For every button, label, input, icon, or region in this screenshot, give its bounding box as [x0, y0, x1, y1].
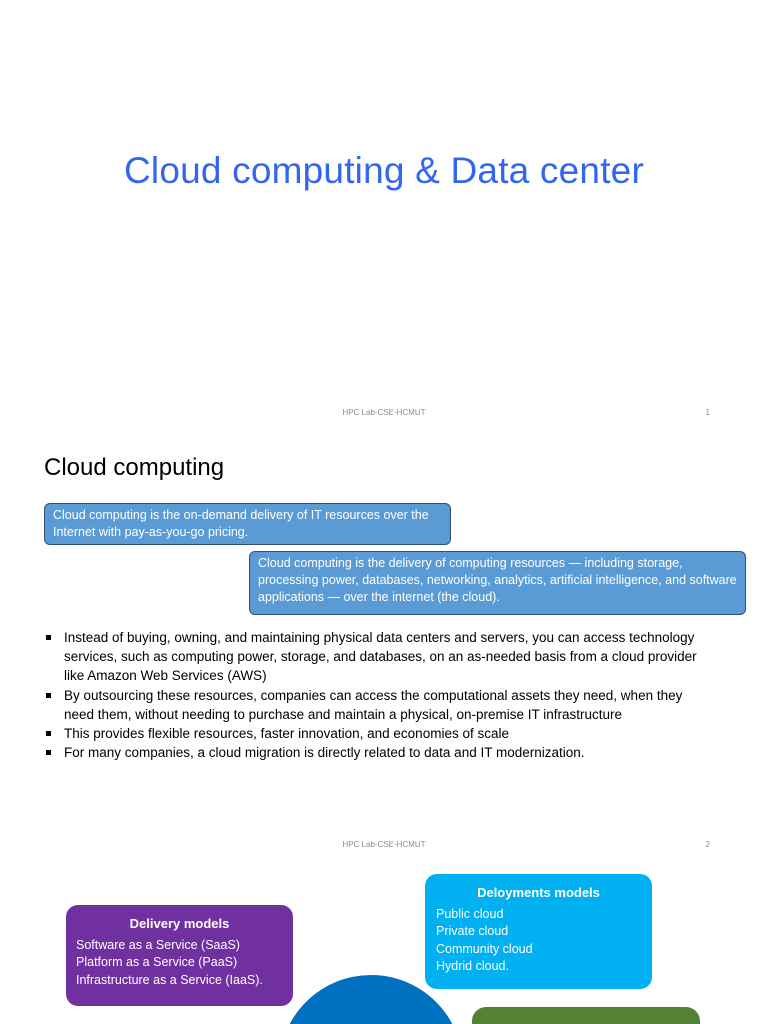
slide-3 [0, 864, 768, 1024]
delivery-models-title: Delivery models [129, 916, 230, 931]
slide-2 [0, 432, 768, 864]
definition-callout-aws: Cloud computing is the on-demand delivery of IT resources over the Internet with pay-as-you-go pricing. [44, 503, 451, 545]
bullet-item: This provides flexible resources, faster innovation, and economies of scale [44, 724, 704, 743]
slide-title: Cloud computing & Data center [124, 150, 644, 191]
bullet-list [44, 628, 704, 762]
characteristics-box [472, 1007, 700, 1024]
delivery-models-box [66, 905, 293, 1006]
definition-callout-general: Cloud computing is the delivery of computing resources — including storage, processing power, databases, networking, analytics, artificial intelligence, and software applications — over the internet (the cloud). [249, 551, 746, 615]
bullet-square-icon [46, 750, 51, 755]
slide-1 [0, 0, 768, 432]
deployment-models-title: Deloyments models [477, 885, 600, 900]
deployment-model-item: Public cloud [436, 906, 504, 921]
slide-footer: HPC Lab-CSE-HCMUT [342, 840, 426, 849]
delivery-model-item: Software as a Service (SaaS) [76, 937, 240, 952]
delivery-model-item: Infrastructure as a Service (IaaS). [76, 972, 263, 987]
bullet-item: Instead of buying, owning, and maintaining physical data centers and servers, you can access technology services, such as computing power, storage, and databases, on an as-needed basis from a cloud provider like Amazon Web Services (AWS) [44, 628, 704, 686]
delivery-model-item: Platform as a Service (PaaS) [76, 955, 238, 969]
deployment-model-item: Hydrid cloud. [436, 959, 509, 973]
page-number: 1 [705, 408, 710, 417]
slide-footer: HPC Lab-CSE-HCMUT [342, 408, 426, 417]
bullet-item: By outsourcing these resources, companies can access the computational assets they need, when they need them, without needing to purchase and maintain a physical, on-premise IT infrastructure [44, 686, 704, 724]
bullet-square-icon [46, 731, 51, 736]
page-number: 2 [705, 840, 710, 849]
bullet-square-icon [46, 693, 51, 698]
deployment-models-box [425, 874, 652, 989]
bullet-item: For many companies, a cloud migration is directly related to data and IT modernization. [44, 743, 704, 762]
bullet-square-icon [46, 635, 51, 640]
deployment-model-item: Community cloud [436, 941, 533, 956]
slide-title: Cloud computing [44, 454, 225, 481]
deployment-model-item: Private cloud [436, 924, 509, 938]
